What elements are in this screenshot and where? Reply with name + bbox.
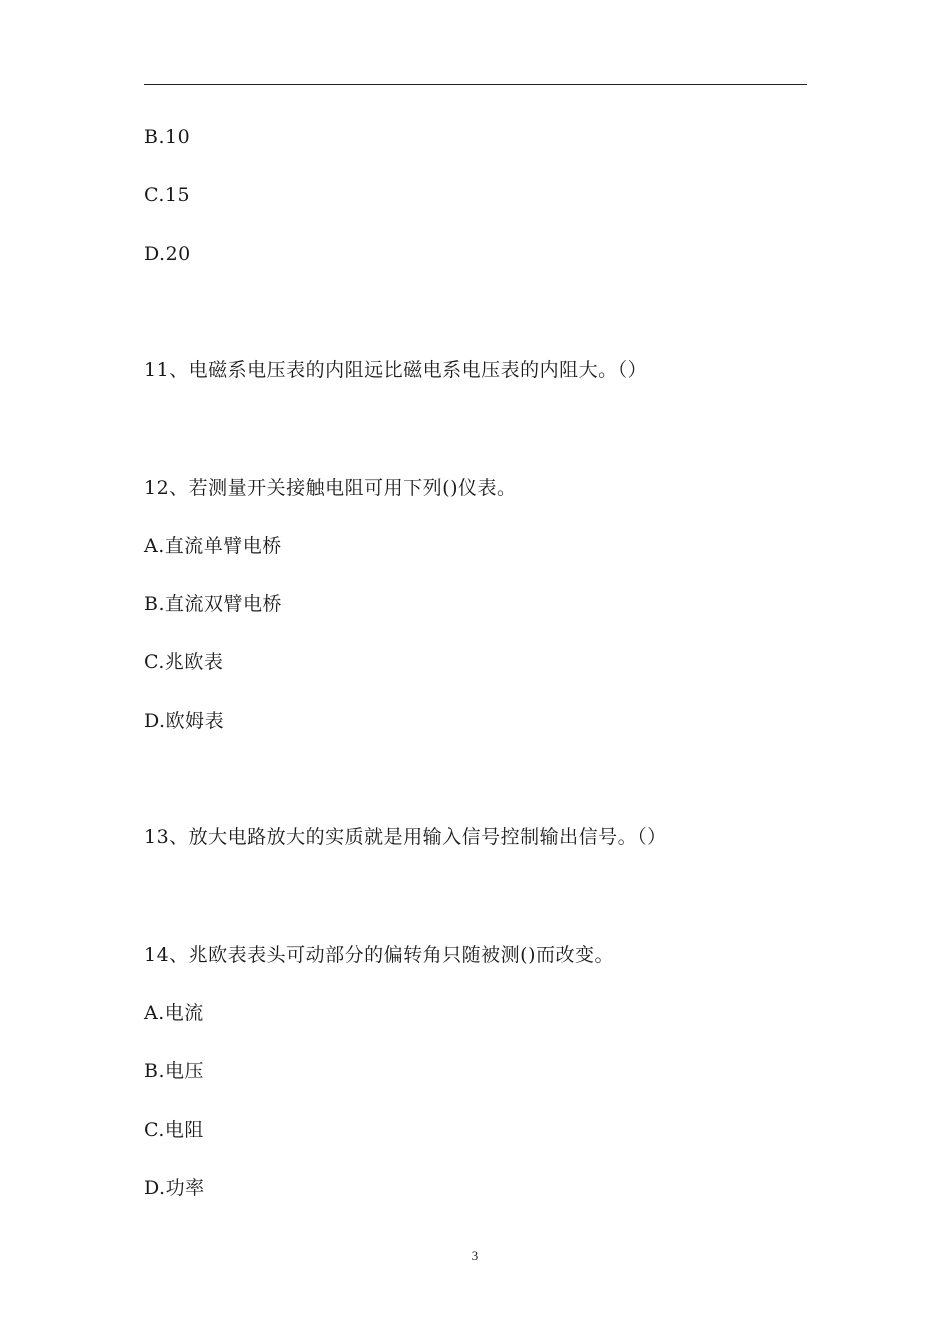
q14-option-b: B.电压	[144, 1060, 205, 1082]
q12-option-b: B.直流双臂电桥	[144, 593, 283, 615]
q10-option-d: D.20	[144, 243, 191, 265]
page-number: 3	[471, 1248, 479, 1263]
q12-option-a: A.直流单臂电桥	[144, 535, 282, 557]
q14-option-c: C.电阻	[144, 1119, 204, 1141]
q12-option-c: C.兆欧表	[144, 651, 224, 673]
header-rule	[144, 84, 807, 85]
q11-text: 11、电磁系电压表的内阻远比磁电系电压表的内阻大。（）	[144, 359, 648, 381]
q12-text: 12、若测量开关接触电阻可用下列()仪表。	[144, 477, 517, 499]
q14-option-a: A.电流	[144, 1002, 204, 1024]
q10-option-c: C.15	[144, 184, 191, 206]
q13-text: 13、放大电路放大的实质就是用输入信号控制输出信号。（）	[144, 826, 667, 848]
q14-option-d: D.功率	[144, 1177, 205, 1199]
q14-text: 14、兆欧表表头可动部分的偏转角只随被测()而改变。	[144, 944, 615, 966]
q10-option-b: B.10	[144, 126, 191, 148]
q12-option-d: D.欧姆表	[144, 710, 225, 732]
